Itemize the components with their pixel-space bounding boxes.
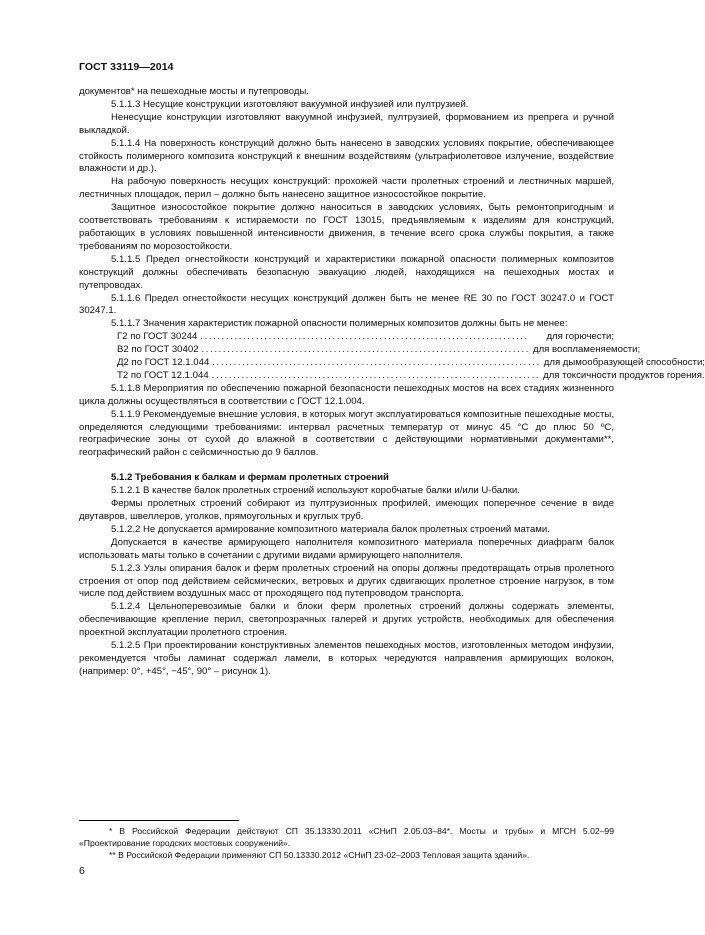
list-item-code: Г2 по ГОСТ 30244 [117,331,198,343]
paragraph-5-1-1-7: 5.1.1.7 Значения характеристик пожарной опасности полимерных композитов должны быть не менее: [111,318,568,330]
paragraph-reinforcement: Допускается в качестве армирующего наполнителя композитного материала поперечных диафрагм балок использовать маты только в сочетании с другими видами армирующего наполнителя. [79,536,614,561]
paragraph-protective-coating: Защитное износостойкое покрытие должно наноситься в заводских условиях, быть ремонтопригодным и соответствовать требованиям к истираемости по ГОСТ 13015, предъявляемым к изделиям для конструкций, работающих в условиях повышенной интенсивности движения, в течение всего срока службы покрытия, а также требованиям по морозостойкости. [79,202,614,252]
page-body [79,86,705,679]
section-spacer [79,460,614,472]
leader-dots: ............................................................................. [211,369,541,381]
list-item-desc: для воспламеняемости; [532,344,641,356]
paragraph-continuation: документов* на пешеходные мосты и путепроводы. [79,86,309,97]
list-item [79,357,705,370]
footnotes [79,826,614,861]
footnote: * В Российской Федерации действуют СП 35.13330.2011 «СНиП 2.05.03–84*. Мосты и трубы» и МГСН 5.02–99 «Проектирование городских мостовых сооружений». [79,826,614,848]
list-item-code: Т2 по ГОСТ 12.1.044 [117,369,209,381]
paragraph-5-1-2-5: 5.1.2.5 При проектировании конструктивных элементов пешеходных мостов, изготовленных методом инфузии, рекомендуется чтобы ламинат содержал ламели, в которых чередуются направления армирующих волокон, (например: 0°, +45°, −45°, 90° – рисунок 1). [79,640,614,677]
section-heading: 5.1.2 Требования к балкам и фермам пролетных строений [111,472,389,484]
footnote-divider [79,820,239,821]
list-item-desc: для дымообразующей способности; [543,357,705,369]
paragraph-5-1-1-8: 5.1.1.8 Мероприятия по обеспечению пожарной безопасности пешеходных мостов на всех стадиях жизненного цикла должны осуществляться в соответствии с ГОСТ 12.1.004. [79,382,614,407]
paragraph-5-1-1-4: 5.1.1.4 На поверхность конструкций должно быть нанесено в заводских условиях покрытие, обеспечивающее стойкость полимерного композита конструкций к внешним воздействиям (ультрафиолетовое излучение, воздействие влажности и др.). [79,137,614,175]
list-item [79,331,614,344]
list-item-desc: для токсичности продуктов горения. [543,369,705,381]
leader-dots: ............................................................................. [212,357,541,369]
list-item-code: Д2 по ГОСТ 12.1.044 [117,357,210,369]
paragraph-5-1-1-5: 5.1.1.5 Предел огнестойкости конструкций и характеристики пожарной опасности полимерных композитов конструкций должны обеспечивать безопасную эвакуацию людей, находящихся на пешеходных мостах и путепроводах. [79,253,614,291]
leader-dots: ............................................................................. [201,344,530,356]
paragraph-non-bearing: Ненесущие конструкции изготовляют вакуумной инфузией, пултрузией, формованием из препрега и ручной выкладкой. [79,111,614,136]
footnote: ** В Российской Федерации применяют СП 50.13330.2012 «СНиП 23-02–2003 Тепловая защита зданий». [109,849,530,860]
list-item-desc: для горючести; [546,331,614,343]
list-item [79,344,641,357]
list-item-code: В2 по ГОСТ 30402 [117,344,199,356]
paragraph-5-1-1-9: 5.1.1.9 Рекомендуемые внешние условия, в которых могут эксплуатироваться композитные пешеходные мосты, определяются следующими требованиями: интервал расчетных температур от минус 45 °С до плюс 50 ºС, географические зоны от сухой до влажной в соответствии с действующими нормативными документами**, географический район с сейсмичностью до 9 баллов. [79,408,614,459]
paragraph-5-1-2-3: 5.1.2.3 Узлы опирания балок и ферм пролетных строений на опоры должны предотвращать отрыв пролетного строения от опор под действием сейсмических, ветровых и других сдвигающих пролетное строение нагрузок, в том числе под действием воздушных масс от проходящего под путепроводом транспорта. [79,562,614,600]
paragraph-5-1-1-6: 5.1.1.6 Предел огнестойкости несущих конструкций должен быть не менее RE 30 по ГОСТ 30247.0 и ГОСТ 30247.1. [79,292,614,317]
paragraph-5-1-2-4: 5.1.2.4 Цельноперевозимые балки и блоки ферм пролетных строений должны содержать элементы, обеспечивающие крепление перил, светопрозрачных галерей и других устройств, необходимых для обеспечения проектной эксплуатации пролетного строения. [79,601,614,639]
paragraph-working-surface: На рабочую поверхность несущих конструкций: прохожей части пролетных строений и лестничных маршей, лестничных площадок, перил – должно быть нанесено защитное износостойкое покрытие. [79,176,614,201]
fire-hazard-list [79,331,705,383]
page-number: 6 [79,865,85,877]
paragraph-5-1-2-2: 5.1.2.2 Не допускается армирование композитного материала балок пролетных строений матами. [111,523,550,535]
paragraph-5-1-1-3: 5.1.1.3 Несущие конструкции изготовляют вакуумной инфузией или пултрузией. [111,98,469,110]
paragraph-5-1-2-1: 5.1.2.1 В качестве балок пролетных строений используют коробчатые балки и/или U-балки. [111,485,520,497]
leader-dots: ............................................................................. [200,331,529,343]
document-header: ГОСТ 33119—2014 [79,61,174,73]
paragraph-trusses: Фермы пролетных строений собирают из пултрузионных профилей, имеющих поперечное сечение в виде двутавров, швеллеров, уголков, прямоугольных и круглых труб. [79,498,614,522]
list-item [79,369,705,383]
